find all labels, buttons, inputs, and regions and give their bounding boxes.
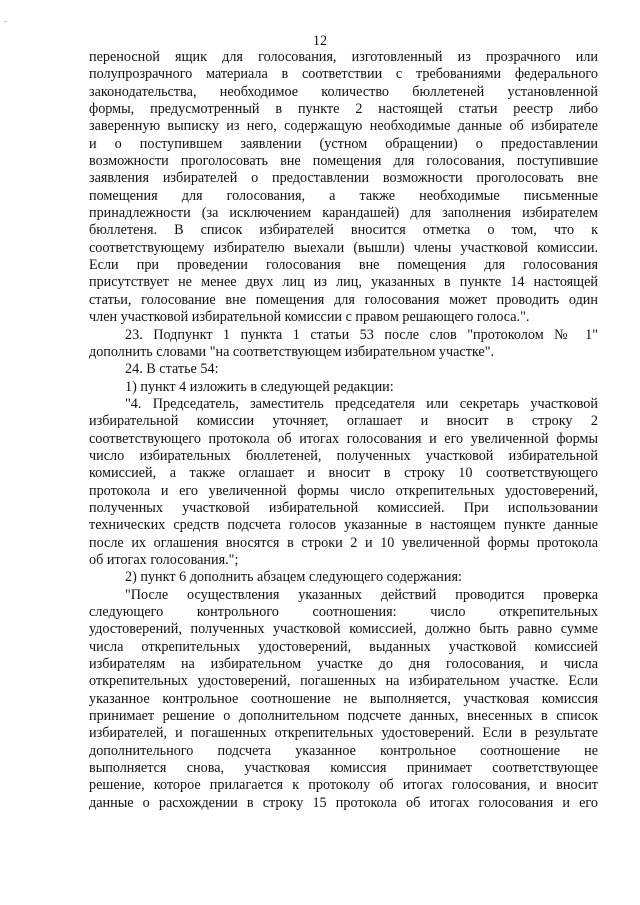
- text-line: удостоверений, полученных участковой комиссией, должно быть равно сумме: [89, 621, 598, 638]
- text-line: и о поступившем заявлении (устном обращении) о предоставлении: [89, 135, 598, 152]
- text-line: следующего контрольного соотношения: число открепительных: [89, 604, 598, 620]
- scan-mark: ⌐: [4, 18, 8, 26]
- text-line: комиссией, а также оглашает и вносит в строку 10 соответствующего: [89, 465, 598, 482]
- text-line: переносной ящик для голосования, изготовленный из прозрачного или: [89, 49, 598, 65]
- text-line: выполняется снова, участковая комиссия принимает соответствующее: [89, 760, 598, 777]
- text-line: "4. Председатель, заместитель председателя или секретарь участковой: [125, 395, 598, 412]
- text-line: законодательства, необходимое количество бюллетеней установленной: [89, 83, 598, 100]
- text-line: дополнить словами "на соответствующем избирательном участке".: [89, 343, 495, 360]
- text-line: заверенную выписку из него, содержащую необходимые данные об избирателе: [89, 118, 598, 135]
- text-line: технических средств подсчета голосов указанные в настоящем пункте данные: [89, 517, 598, 534]
- text-line: открепительных удостоверений, погашенных на избирательном участке. Если: [89, 673, 598, 690]
- text-line: дополнительного подсчета указанное контрольное соотношение не: [89, 742, 598, 759]
- text-line: решение, которое прилагается к протоколу об итогах голосования, и вносит: [89, 777, 598, 794]
- text-line: полученных участковой избирательной комиссией. При использовании: [89, 499, 598, 516]
- text-line: бюллетеня. В список избирателей вносится отметка о том, что к: [89, 222, 598, 239]
- text-line: возможности проголосовать вне помещения для голосования, поступившие: [89, 153, 598, 170]
- text-line: 1) пункт 4 изложить в следующей редакции:: [125, 378, 394, 395]
- text-line: 23. Подпункт 1 пункта 1 статьи 53 после слов "протоколом № 1": [125, 326, 598, 343]
- text-line: 2) пункт 6 дополнить абзацем следующего содержания:: [125, 569, 462, 586]
- text-line: "После осуществления указанных действий проводится проверка: [125, 586, 598, 603]
- text-line: Если при проведении голосования вне помещения для голосования: [89, 257, 598, 274]
- text-line: число избирательных бюллетеней, полученных участковой избирательной: [89, 447, 598, 464]
- text-line: присутствует не менее двух лиц из лиц, указанных в пункте 14 настоящей: [89, 274, 598, 291]
- text-line: числа открепительных удостоверений, выданных участковой комиссией: [89, 638, 598, 655]
- text-line: протокола и его увеличенной формы число открепительных удостоверений,: [89, 482, 598, 499]
- text-line: полупрозрачного материала в соответствии с требованиями федерального: [89, 66, 598, 83]
- text-line: избирателям на избирательном участке до дня голосования, и числа: [89, 656, 598, 673]
- text-line: избирателей, и погашенных открепительных удостоверений. Если в результате: [89, 725, 598, 742]
- text-line: после их оглашения вносятся в строки 2 и 10 увеличенной формы протокола: [89, 534, 598, 551]
- text-line: данные о расхождении в строку 15 протокола об итогах голосования и его: [89, 794, 598, 811]
- text-line: соответствующему избирателю выехали (вышли) члены участковой комиссии.: [89, 239, 598, 256]
- text-line: указанное контрольное соотношение не выполняется, участковая комиссия: [89, 690, 598, 707]
- text-line: статьи, голосование вне помещения для голосования может проводить один: [89, 291, 598, 308]
- text-line: принимает решение о дополнительном подсчете данных, внесенных в список: [89, 708, 598, 725]
- text-line: член участковой избирательной комиссии с правом решающего голоса.".: [89, 309, 530, 326]
- text-line: помещения для голосования, а также необходимые письменные: [89, 187, 598, 204]
- text-line: об итогах голосования.";: [89, 551, 239, 568]
- text-line: избирательной комиссии уточняет, оглашает и вносит в строку 2: [89, 413, 598, 430]
- text-line: принадлежности (за исключением карандашей) для заполнения избирателем: [89, 205, 598, 222]
- body-text: [89, 49, 598, 812]
- page-number: 12: [312, 33, 328, 49]
- text-line: заявления избирателей о предоставлении возможности проголосовать вне: [89, 170, 598, 187]
- text-line: формы, предусмотренный в пункте 2 настоящей статьи реестр либо: [89, 101, 598, 118]
- text-line: 24. В статье 54:: [125, 361, 219, 378]
- text-line: соответствующего протокола об итогах голосования и его увеличенной формы: [89, 430, 598, 447]
